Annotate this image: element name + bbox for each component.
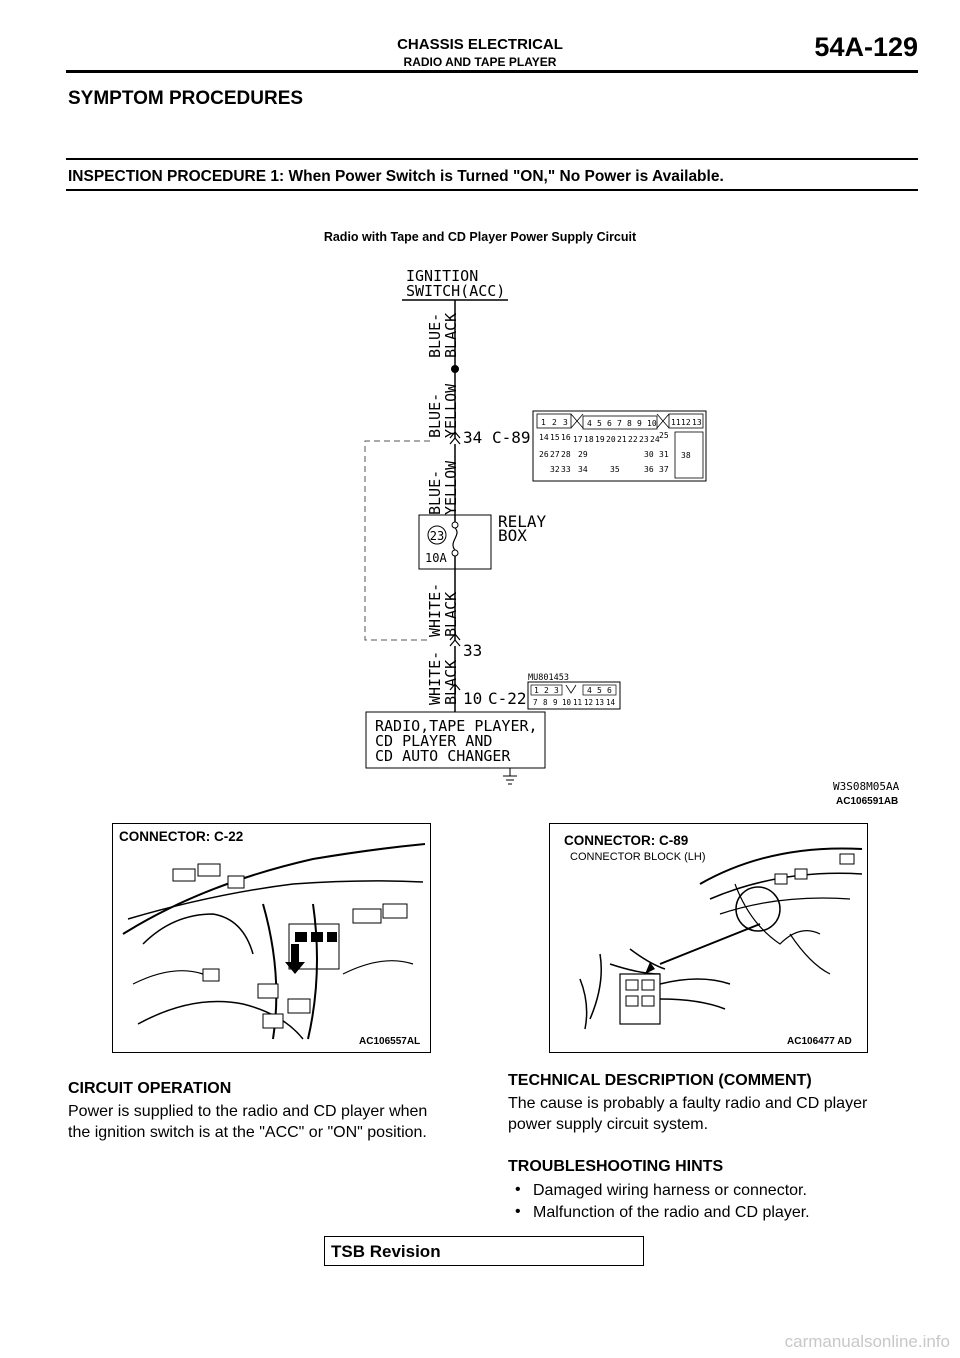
svg-text:23: 23 — [639, 435, 649, 444]
circuit-operation-text-2: the ignition switch is at the "ACC" or "ON" position. — [68, 1124, 427, 1141]
troubleshooting-item: Damaged wiring harness or connector. — [533, 1182, 807, 1199]
svg-text:9: 9 — [553, 698, 558, 707]
svg-text:4: 4 — [587, 419, 592, 428]
wire1-label-1: BLUE- — [426, 312, 444, 358]
wire4-label-1: WHITE- — [426, 582, 444, 637]
svg-text:11: 11 — [573, 698, 583, 707]
page-number: 54A-129 — [814, 32, 918, 62]
connector-c22-label: C-22 — [488, 689, 527, 708]
svg-text:37: 37 — [659, 465, 669, 474]
figure-id: AC106591AB — [836, 796, 899, 807]
photo2-id: AC106477 AD — [787, 1036, 852, 1047]
technical-description-text-1: The cause is probably a faulty radio and CD player — [508, 1095, 868, 1112]
bullet-icon: • — [515, 1181, 521, 1198]
svg-text:10: 10 — [647, 419, 657, 428]
ground-icon — [503, 768, 517, 784]
svg-text:12: 12 — [681, 418, 691, 427]
fuse-rating: 10A — [425, 551, 447, 565]
radio-label-1: RADIO,TAPE PLAYER, — [375, 717, 538, 735]
section-title: SYMPTOM PROCEDURES — [68, 88, 304, 109]
svg-text:15: 15 — [550, 433, 560, 442]
svg-text:1: 1 — [534, 686, 539, 695]
svg-text:19: 19 — [595, 435, 605, 444]
watermark: carmanualsonline.info — [784, 1332, 950, 1351]
wire4-label-2: BLACK — [442, 591, 460, 637]
photo-connector-c89 — [549, 823, 868, 1053]
svg-text:13: 13 — [595, 698, 605, 707]
wire5-label-2: BLACK — [442, 659, 460, 705]
splice-dot — [451, 365, 459, 373]
technical-description-text-2: power supply circuit system. — [508, 1116, 709, 1133]
svg-text:34: 34 — [578, 465, 588, 474]
wire3-label-1: BLUE- — [426, 469, 444, 515]
wire3-label-2: YELLOW — [442, 460, 460, 515]
photo1-title: CONNECTOR: C-22 — [119, 829, 244, 844]
svg-text:24: 24 — [650, 435, 660, 444]
dashboard-sketch-left — [113, 824, 430, 1052]
tsb-revision-box — [324, 1236, 644, 1266]
svg-text:22: 22 — [628, 435, 638, 444]
relay-label-2: BOX — [498, 526, 527, 545]
svg-text:9: 9 — [637, 419, 642, 428]
fuse-number: 23 — [429, 529, 445, 543]
svg-text:29: 29 — [578, 450, 588, 459]
connector-c22-face — [528, 682, 620, 709]
svg-text:1: 1 — [541, 418, 546, 427]
svg-text:13: 13 — [692, 418, 702, 427]
relay-box-dashed — [365, 441, 430, 640]
svg-text:27: 27 — [550, 450, 560, 459]
svg-text:8: 8 — [627, 419, 632, 428]
troubleshooting-heading: TROUBLESHOOTING HINTS — [508, 1158, 724, 1175]
svg-text:10: 10 — [562, 698, 572, 707]
svg-text:6: 6 — [607, 419, 612, 428]
circuit-operation-heading: CIRCUIT OPERATION — [68, 1080, 232, 1097]
svg-text:14: 14 — [606, 698, 616, 707]
pin-33: 33 — [463, 641, 483, 660]
svg-text:4: 4 — [587, 686, 592, 695]
wire2-label-1: BLUE- — [426, 392, 444, 438]
svg-text:11: 11 — [671, 418, 681, 427]
svg-text:25: 25 — [659, 431, 669, 440]
svg-text:6: 6 — [607, 686, 612, 695]
svg-text:7: 7 — [533, 698, 538, 707]
svg-text:2: 2 — [552, 418, 557, 427]
ignition-label-2: SWITCH(ACC) — [406, 282, 506, 300]
fuse-icon — [453, 528, 457, 550]
svg-text:5: 5 — [597, 686, 602, 695]
wire5-label-1: WHITE- — [426, 650, 444, 705]
svg-text:12: 12 — [584, 698, 594, 707]
troubleshooting-item: Malfunction of the radio and CD player. — [533, 1204, 810, 1221]
svg-text:3: 3 — [554, 686, 559, 695]
svg-text:31: 31 — [659, 450, 669, 459]
photo1-id: AC106557AL — [359, 1036, 421, 1047]
svg-text:18: 18 — [584, 435, 594, 444]
svg-text:38: 38 — [681, 451, 691, 460]
inspection-title: INSPECTION PROCEDURE 1: When Power Switch is Turned "ON," No Power is Available. — [68, 168, 724, 185]
connector-c89-face — [533, 411, 706, 481]
svg-text:30: 30 — [644, 450, 654, 459]
svg-text:33: 33 — [561, 465, 571, 474]
bullet-icon: • — [515, 1203, 521, 1220]
ignition-label-1: IGNITION — [406, 267, 479, 285]
svg-text:21: 21 — [617, 435, 627, 444]
circuit-operation-text-1: Power is supplied to the radio and CD player when — [68, 1103, 428, 1120]
radio-label-3: CD AUTO CHANGER — [375, 747, 511, 765]
svg-text:26: 26 — [539, 450, 549, 459]
part-number: MU801453 — [528, 673, 569, 683]
svg-text:3: 3 — [563, 418, 568, 427]
relay-label-1: RELAY — [498, 512, 547, 531]
svg-text:35: 35 — [610, 465, 620, 474]
connector-c89-label: C-89 — [492, 428, 531, 447]
svg-text:32: 32 — [550, 465, 560, 474]
pin-34: 34 — [463, 428, 483, 447]
photo2-subtitle: CONNECTOR BLOCK (LH) — [570, 851, 706, 863]
drawing-number: W3S08M05AA — [833, 780, 900, 793]
svg-text:8: 8 — [543, 698, 548, 707]
wire2-label-2: YELLOW — [442, 383, 460, 438]
photo-connector-c22 — [112, 823, 431, 1053]
svg-text:17: 17 — [573, 435, 583, 444]
svg-text:2: 2 — [544, 686, 549, 695]
radio-label-2: CD PLAYER AND — [375, 732, 493, 750]
svg-text:7: 7 — [617, 419, 622, 428]
svg-text:5: 5 — [597, 419, 602, 428]
technical-description-heading: TECHNICAL DESCRIPTION (COMMENT) — [508, 1072, 812, 1089]
pin-10: 10 — [463, 689, 483, 708]
chapter-title: CHASSIS ELECTRICAL — [397, 36, 563, 53]
svg-text:16: 16 — [561, 433, 571, 442]
svg-text:28: 28 — [561, 450, 571, 459]
svg-text:14: 14 — [539, 433, 549, 442]
photo2-title: CONNECTOR: C-89 — [564, 833, 689, 848]
subchapter-title: RADIO AND TAPE PLAYER — [403, 55, 557, 69]
diagram-caption: Radio with Tape and CD Player Power Supply Circuit — [323, 230, 637, 244]
wire1-label-2: BLACK — [442, 312, 460, 358]
svg-text:36: 36 — [644, 465, 654, 474]
tsb-revision-label: TSB Revision — [331, 1242, 441, 1261]
svg-text:20: 20 — [606, 435, 616, 444]
